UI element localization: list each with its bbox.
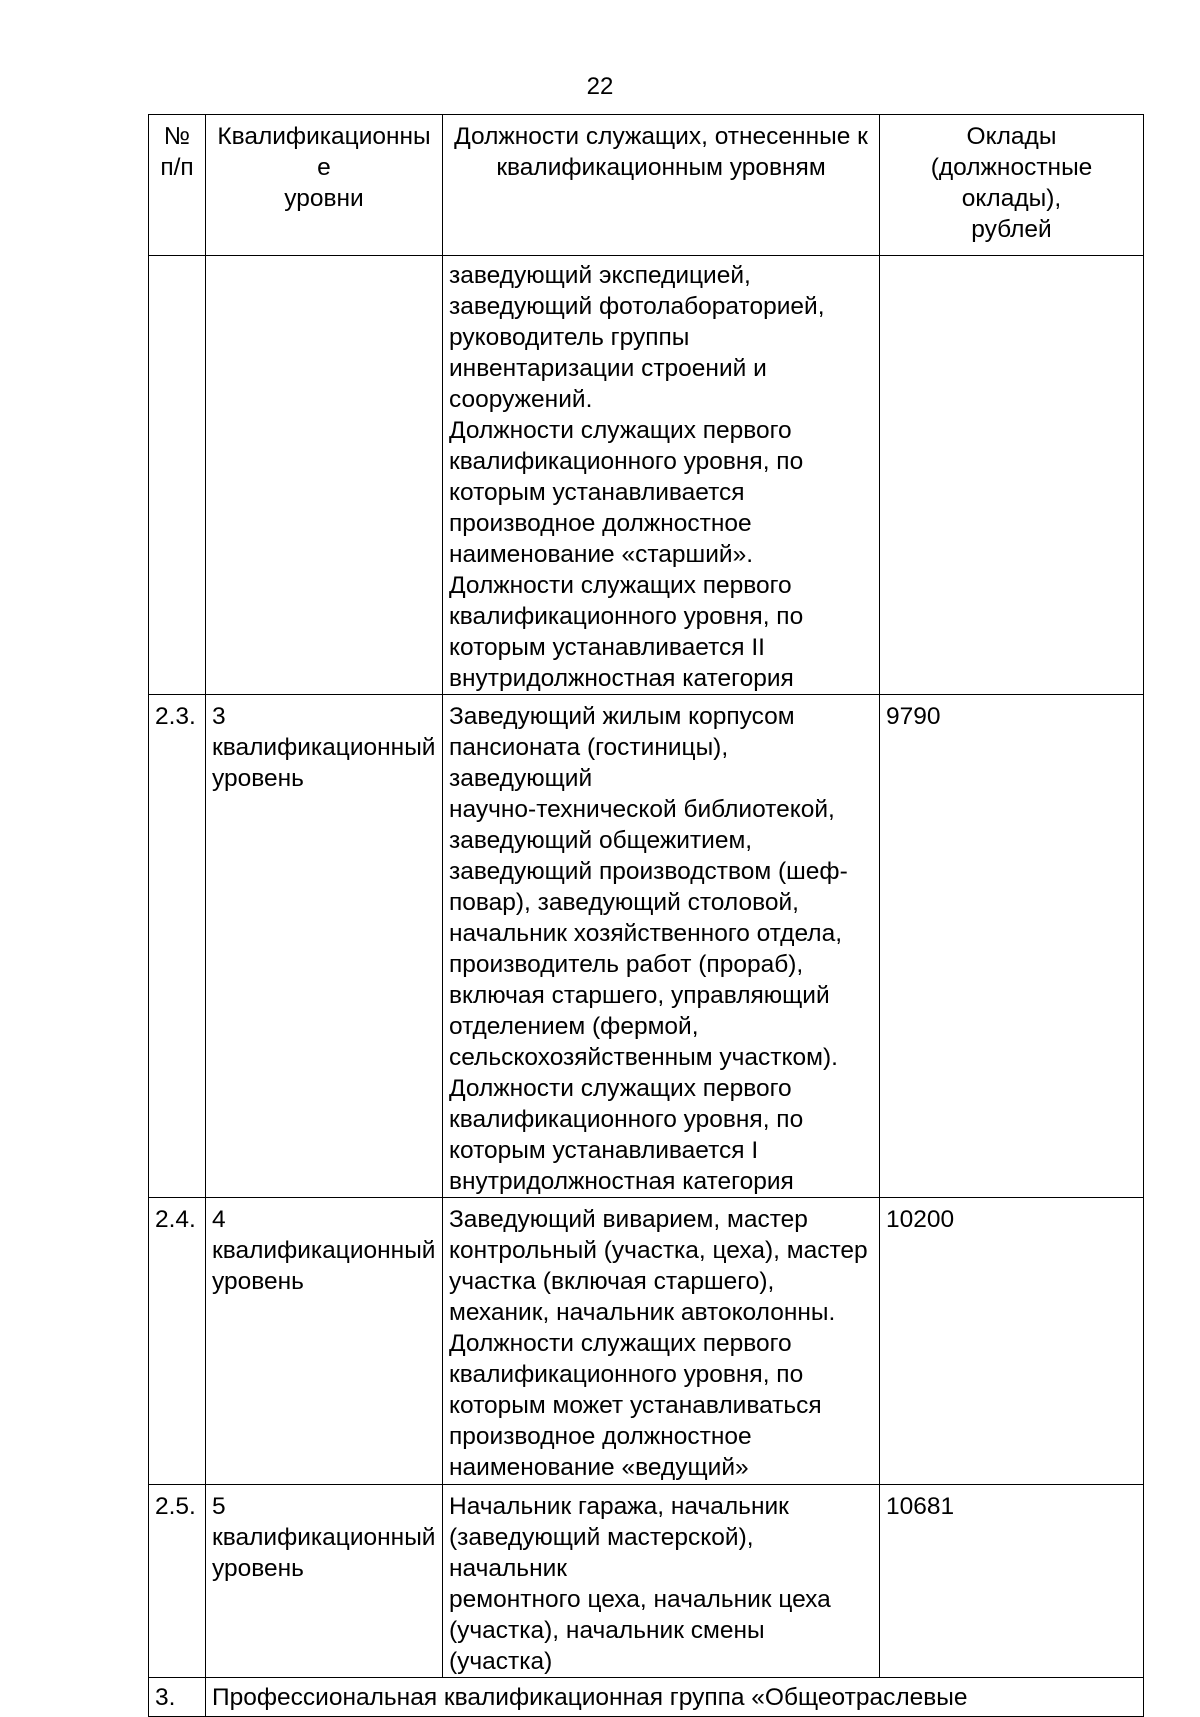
row-salary: 10200 bbox=[880, 1198, 1144, 1485]
table-row bbox=[149, 1198, 1144, 1485]
row-positions: Заведующий виварием, мастер контрольный (участка, цеха), мастер участка (включая старшего), механик, начальник автоколонны. Должности служащих первого квалификационного уровня, по которым может устанавливаться производное должностное наименование «ведущий» bbox=[443, 1198, 880, 1485]
row-salary: 10681 bbox=[880, 1485, 1144, 1678]
row-level: 5 квалификационный уровень bbox=[206, 1485, 443, 1678]
table-row bbox=[149, 1485, 1144, 1678]
table-header-row bbox=[149, 115, 1144, 256]
page-number: 22 bbox=[586, 73, 614, 100]
row-level bbox=[206, 256, 443, 695]
table-row bbox=[149, 256, 1144, 695]
row-salary bbox=[880, 256, 1144, 695]
table-row bbox=[149, 695, 1144, 1198]
row-positions: заведующий экспедицией, заведующий фотолабораторией, руководитель группы инвентаризации строений и сооружений. Должности служащих первого квалификационного уровня, по которым устанавливается производное должностное наименование «старший». Должности служащих первого квалификационного уровня, по которым устанавливается II внутридолжностная категория bbox=[443, 256, 880, 695]
row-level: 3 квалификационный уровень bbox=[206, 695, 443, 1198]
row-number: 2.4. bbox=[149, 1198, 206, 1485]
group-row bbox=[149, 1678, 1144, 1717]
row-positions: Начальник гаража, начальник (заведующий мастерской), начальник ремонтного цеха, начальник цеха (участка), начальник смены (участка) bbox=[443, 1485, 880, 1678]
row-number: 2.3. bbox=[149, 695, 206, 1198]
row-positions: Заведующий жилым корпусом пансионата (гостиницы), заведующий научно-технической библиотекой, заведующий общежитием, заведующий производством (шеф- повар), заведующий столовой, начальник хозяйственного отдела, производитель работ (прораб), включая старшего, управляющий отделением (фермой, сельскохозяйственным участком). Должности служащих первого квалификационного уровня, по которым устанавливается I внутридолжностная категория bbox=[443, 695, 880, 1198]
header-qualification-levels: Квалификационные уровни bbox=[206, 115, 443, 256]
header-number: № п/п bbox=[149, 115, 206, 256]
salary-table bbox=[148, 114, 1144, 1717]
header-salaries: Оклады (должностные оклады), рублей bbox=[880, 115, 1144, 256]
header-positions: Должности служащих, отнесенные к квалификационным уровням bbox=[443, 115, 880, 256]
row-level: 4 квалификационный уровень bbox=[206, 1198, 443, 1485]
row-number bbox=[149, 256, 206, 695]
group-number: 3. bbox=[149, 1678, 206, 1717]
group-title: Профессиональная квалификационная группа «Общеотраслевые bbox=[206, 1678, 1144, 1717]
row-salary: 9790 bbox=[880, 695, 1144, 1198]
row-number: 2.5. bbox=[149, 1485, 206, 1678]
